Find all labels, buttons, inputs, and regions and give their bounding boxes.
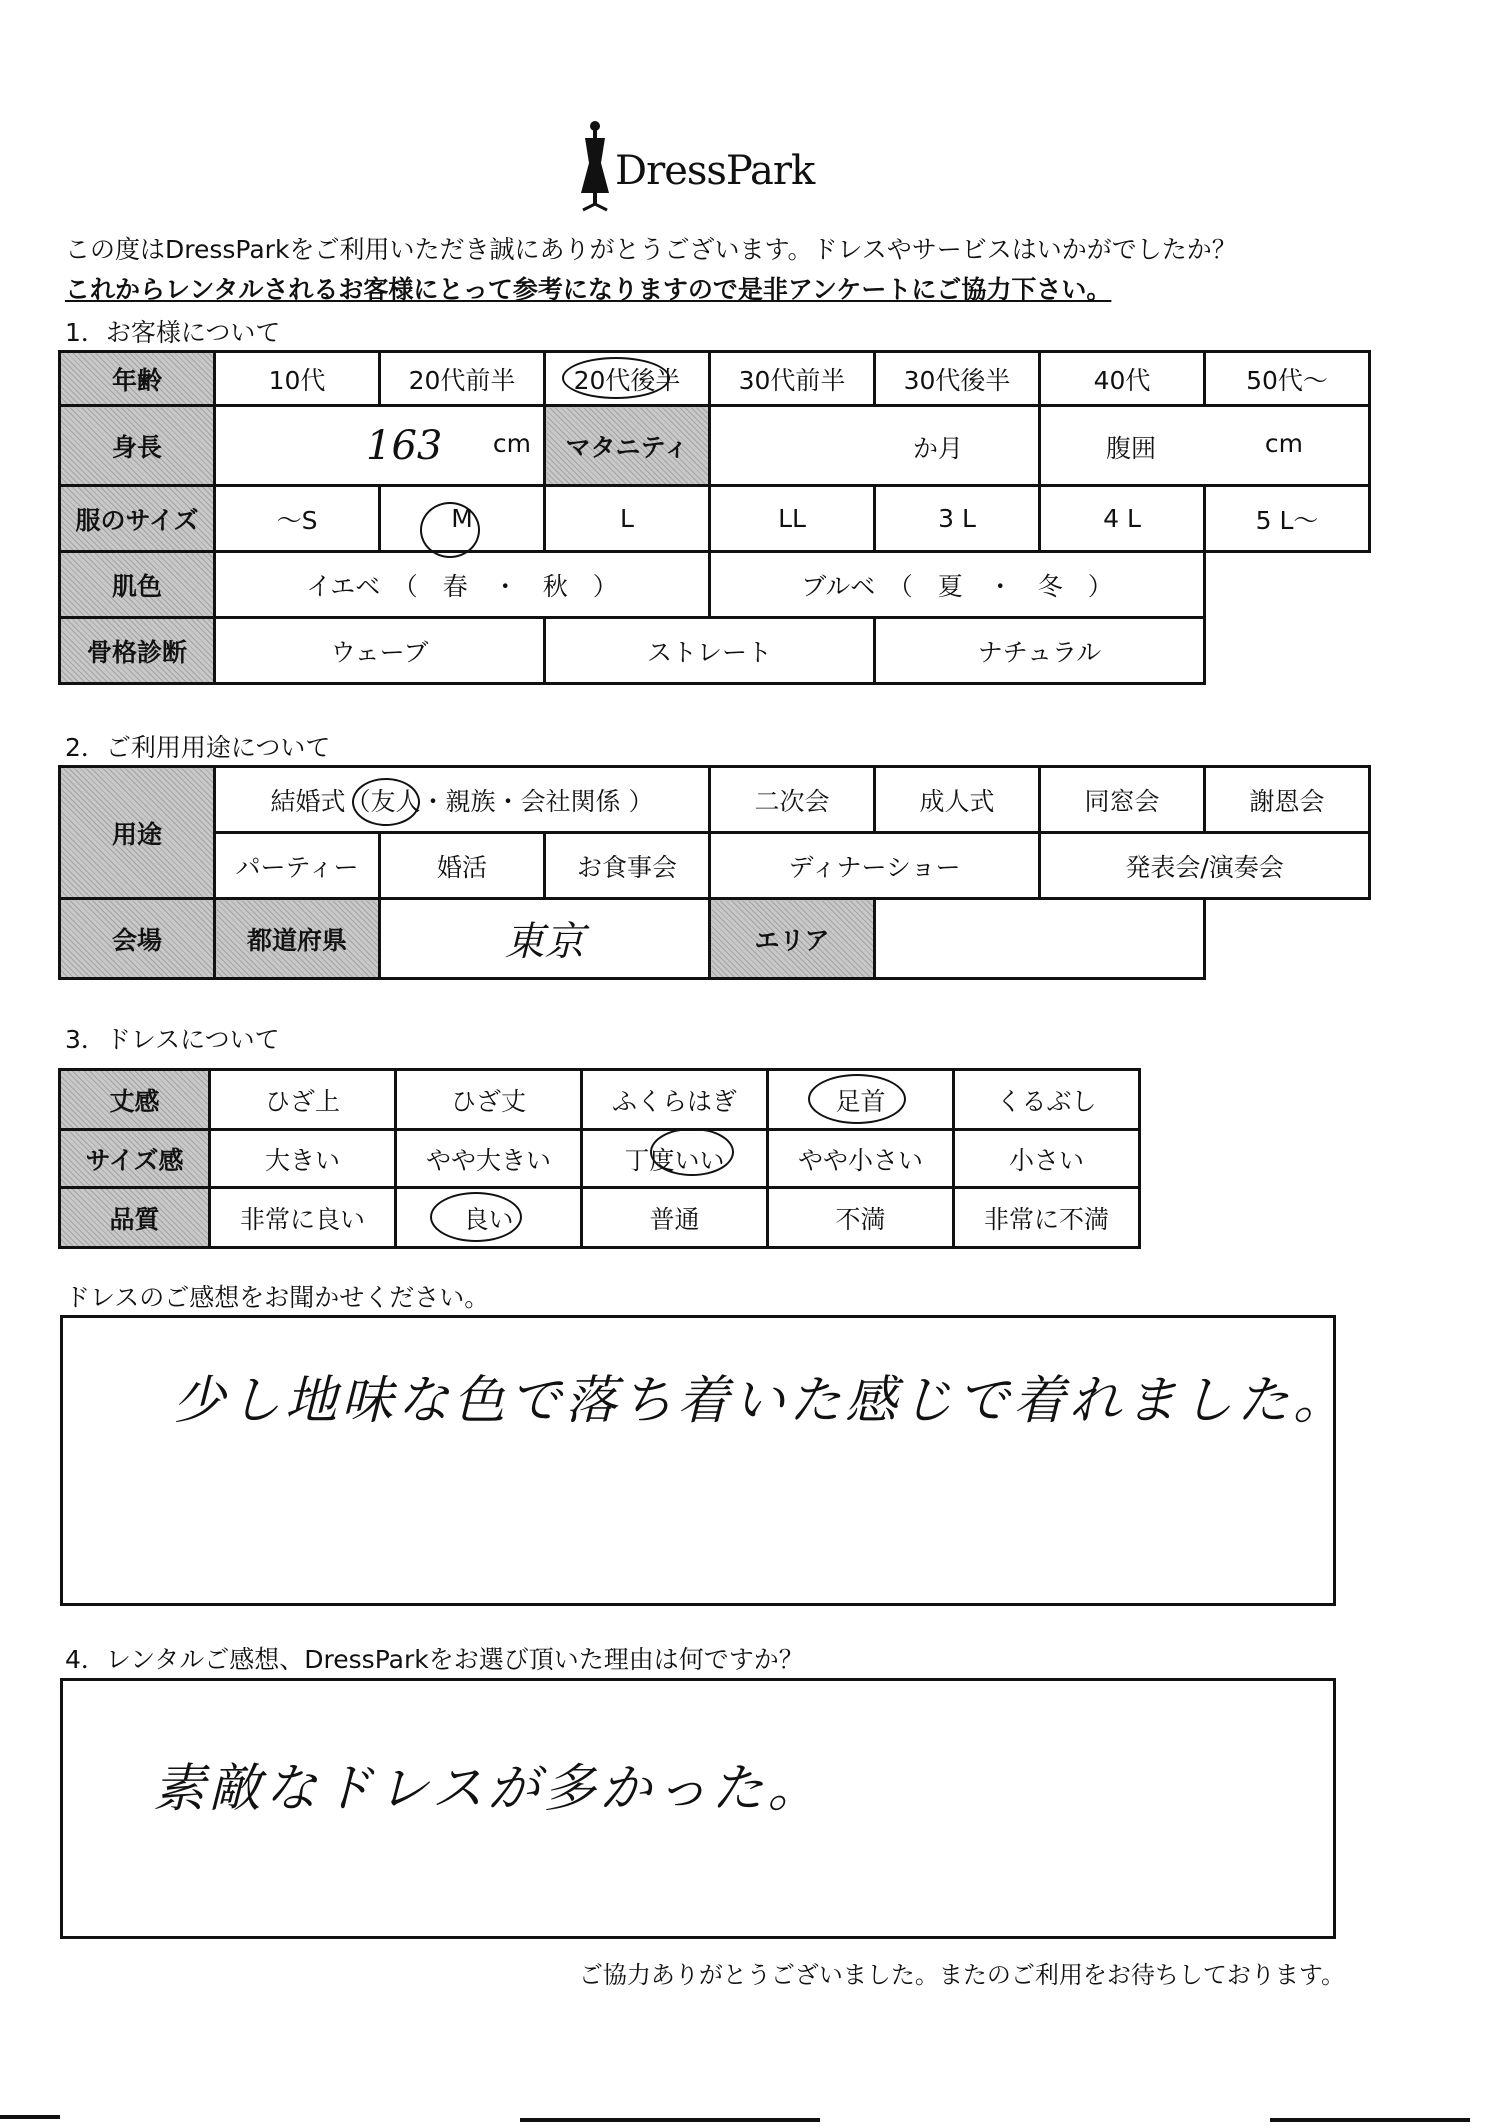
intro-text: この度はDressParkをご利用いただき誠にありがとうございます。ドレスやサービスはいかがでしたか？ (65, 235, 1237, 264)
months-unit: か月 (912, 434, 963, 463)
frame-row (60, 618, 1370, 684)
fit-option[interactable]: 小さい (954, 1130, 1140, 1188)
size-option[interactable]: 3 L (875, 486, 1040, 552)
usage-option[interactable]: 婚活 (380, 833, 545, 899)
usage-option[interactable]: 発表会/演奏会 (1040, 833, 1370, 899)
footer-message: ご協力ありがとうございました。またのご利用をお待ちしております。 (578, 1961, 1345, 1989)
section4-title: 4．レンタルご感想、DressParkをお選び頂いた理由は何ですか？ (65, 1645, 804, 1674)
fit-row (60, 1130, 1140, 1188)
reason-comment-box[interactable] (60, 1678, 1336, 1939)
size-option[interactable]: 〜S (215, 486, 380, 552)
quality-selection-circle (430, 1192, 522, 1242)
height-field[interactable] (215, 406, 545, 486)
age-option-selected[interactable]: 20代後半 (545, 352, 710, 406)
section1-title: 1．お客様について (65, 318, 281, 347)
fit-option-selected[interactable]: 丁度いい (582, 1130, 768, 1188)
usage-wedding-option[interactable]: 結婚式（友人・親族・会社関係 ） (215, 767, 710, 833)
scan-edge (0, 2115, 60, 2119)
size-option[interactable]: L (545, 486, 710, 552)
fit-option[interactable]: やや小さい (768, 1130, 954, 1188)
reason-answer: 素敵なドレスが多かった。 (153, 1759, 824, 1819)
size-row (60, 486, 1370, 552)
skin-blue-option[interactable]: ブルベ （ 夏 ・ 冬 ） (710, 552, 1205, 618)
age-option[interactable]: 40代 (1040, 352, 1205, 406)
quality-row (60, 1188, 1140, 1248)
usage-option[interactable]: 謝恩会 (1205, 767, 1370, 833)
frame-label: 骨格診断 (60, 618, 215, 684)
age-option[interactable]: 20代前半 (380, 352, 545, 406)
age-selection-circle (562, 357, 670, 399)
length-option[interactable]: ひざ上 (210, 1070, 396, 1130)
brand-logo (575, 118, 815, 213)
age-label: 年齢 (60, 352, 215, 406)
quality-option[interactable]: 非常に不満 (954, 1188, 1140, 1248)
size-selection-circle (420, 502, 480, 558)
usage-option[interactable]: ディナーショー (710, 833, 1040, 899)
dress-comment-answer: 少し地味な色で落ち着いた感じで着れました。 (173, 1371, 1350, 1431)
area-field[interactable] (875, 899, 1205, 979)
frame-option[interactable]: ウェーブ (215, 618, 545, 684)
size-option[interactable]: 4 L (1040, 486, 1205, 552)
waist-unit: cm (1264, 429, 1303, 458)
area-label: エリア (710, 899, 875, 979)
section2-title: 2．ご利用用途について (65, 733, 331, 762)
quality-option[interactable]: 普通 (582, 1188, 768, 1248)
dress-comment-prompt: ドレスのご感想をお聞かせください。 (65, 1283, 490, 1312)
frame-option[interactable]: ナチュラル (875, 618, 1205, 684)
frame-option[interactable]: ストレート (545, 618, 875, 684)
fit-selection-circle (650, 1128, 734, 1176)
quality-option[interactable]: 不満 (768, 1188, 954, 1248)
length-label: 丈感 (60, 1070, 210, 1130)
size-option[interactable]: LL (710, 486, 875, 552)
quality-option[interactable]: 非常に良い (210, 1188, 396, 1248)
usage-row-2 (60, 833, 1370, 899)
quality-label: 品質 (60, 1188, 210, 1248)
usage-option[interactable]: 同窓会 (1040, 767, 1205, 833)
height-value: 163 (366, 423, 443, 469)
dress-table (58, 1068, 1141, 1249)
height-row (60, 406, 1370, 486)
venue-row (60, 899, 1370, 979)
brand-name: DressPark (615, 148, 815, 194)
length-selection-circle (808, 1074, 906, 1124)
usage-friend-circle (352, 778, 420, 826)
usage-row-1 (60, 767, 1370, 833)
age-row (60, 352, 1370, 406)
age-option[interactable]: 30代前半 (710, 352, 875, 406)
customer-table (58, 350, 1371, 685)
age-option[interactable]: 50代〜 (1205, 352, 1370, 406)
scan-edge (520, 2118, 820, 2122)
length-option[interactable]: ひざ丈 (396, 1070, 582, 1130)
height-label: 身長 (60, 406, 215, 486)
waist-field[interactable] (1040, 406, 1370, 486)
size-option[interactable]: 5 L〜 (1205, 486, 1370, 552)
skin-label: 肌色 (60, 552, 215, 618)
usage-table (58, 765, 1371, 980)
waist-label: 腹囲 (1106, 434, 1157, 463)
usage-label: 用途 (60, 767, 215, 899)
dress-comment-box[interactable] (60, 1315, 1350, 1606)
section3-title: 3．ドレスについて (65, 1025, 280, 1054)
scan-edge (1270, 2118, 1470, 2122)
size-option-selected[interactable]: M (380, 486, 545, 552)
fit-option[interactable]: やや大きい (396, 1130, 582, 1188)
maternity-months-field[interactable] (710, 406, 1040, 486)
maternity-label: マタニティ (545, 406, 710, 486)
venue-label: 会場 (60, 899, 215, 979)
length-option[interactable]: くるぶし (954, 1070, 1140, 1130)
usage-option[interactable]: 二次会 (710, 767, 875, 833)
usage-option[interactable]: お食事会 (545, 833, 710, 899)
usage-option[interactable]: 成人式 (875, 767, 1040, 833)
length-option-selected[interactable]: 足首 (768, 1070, 954, 1130)
dress-mannequin-icon (575, 118, 615, 213)
skin-yellow-option[interactable]: イエベ （ 春 ・ 秋 ） (215, 552, 710, 618)
age-option[interactable]: 10代 (215, 352, 380, 406)
intro-request: これからレンタルされるお客様にとって参考になりますので是非アンケートにご協力下さい。 (65, 275, 1112, 304)
prefecture-value[interactable]: 東京 (380, 899, 710, 979)
fit-option[interactable]: 大きい (210, 1130, 396, 1188)
length-row (60, 1070, 1140, 1130)
skin-row (60, 552, 1370, 618)
size-label: 服のサイズ (60, 486, 215, 552)
quality-option-selected[interactable]: 良い (396, 1188, 582, 1248)
usage-option[interactable]: パーティー (215, 833, 380, 899)
length-option[interactable]: ふくらはぎ (582, 1070, 768, 1130)
height-unit: cm (492, 429, 531, 458)
age-option[interactable]: 30代後半 (875, 352, 1040, 406)
prefecture-label: 都道府県 (215, 899, 380, 979)
fit-label: サイズ感 (60, 1130, 210, 1188)
